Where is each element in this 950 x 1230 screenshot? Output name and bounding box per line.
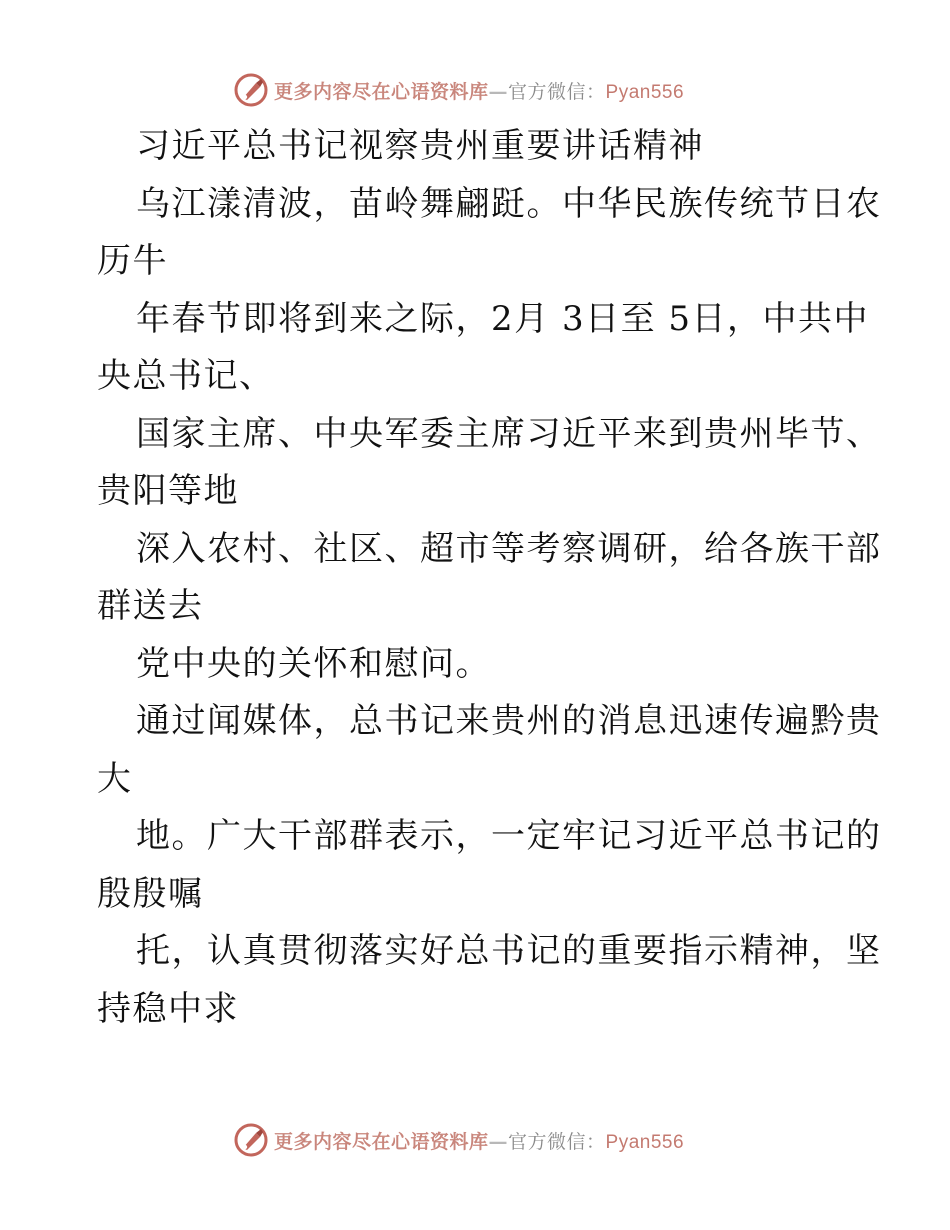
watermark-slogan: 更多内容尽在心语资料库: [274, 80, 489, 103]
paragraph-line: 国家主席、中央军委主席习近平来到贵州毕节、: [136, 413, 882, 454]
paragraph-line: 地。广大干部群表示，一定牢记习近平总书记的: [136, 816, 882, 856]
watermark-text: [274, 77, 684, 104]
watermark-wechat-id: Pyan556: [605, 81, 685, 103]
paragraph-line: 托，认真贯彻落实好总书记的重要指示精神，坚: [136, 931, 882, 971]
paragraph-line: 持稳中求: [97, 988, 239, 1029]
paragraph-line: 群送去: [97, 586, 204, 626]
watermark-wechat-id: Pyan556: [605, 1131, 685, 1153]
watermark-separator: —: [488, 1130, 509, 1153]
watermark-separator: —: [488, 80, 509, 103]
header-watermark: [234, 72, 684, 108]
watermark-official-label: 官方微信：: [508, 80, 606, 103]
paragraph-line: 殷殷嘱: [97, 873, 204, 914]
watermark-slogan: 更多内容尽在心语资料库: [274, 1130, 489, 1153]
paragraph-line: 大: [97, 758, 133, 799]
paragraph-line: 贵阳等地: [97, 471, 239, 511]
footer-watermark: [234, 1122, 684, 1158]
paragraph-line: 年春节即将到来之际，2月 3日至 5日，中共中: [136, 298, 870, 339]
paragraph-line: 通过闻媒体，总书记来贵州的消息迅速传遍黔贵: [136, 701, 882, 741]
document-title-line: 习近平总书记视察贵州重要讲话精神: [136, 126, 704, 166]
paragraph-line: 历牛: [97, 241, 168, 281]
paragraph-line: 乌江漾清波，苗岭舞翩跹。中华民族传统节日农: [136, 183, 882, 224]
watermark-text: [274, 1127, 684, 1154]
pen-nib-logo-icon: [234, 1123, 268, 1157]
pen-nib-logo-icon: [234, 73, 268, 107]
watermark-official-label: 官方微信：: [508, 1130, 606, 1153]
paragraph-line: 深入农村、社区、超市等考察调研，给各族干部: [136, 528, 882, 569]
paragraph-line: 央总书记、: [97, 356, 275, 396]
paragraph-line: 党中央的关怀和慰问。: [136, 643, 491, 684]
document-body: [97, 118, 882, 1038]
